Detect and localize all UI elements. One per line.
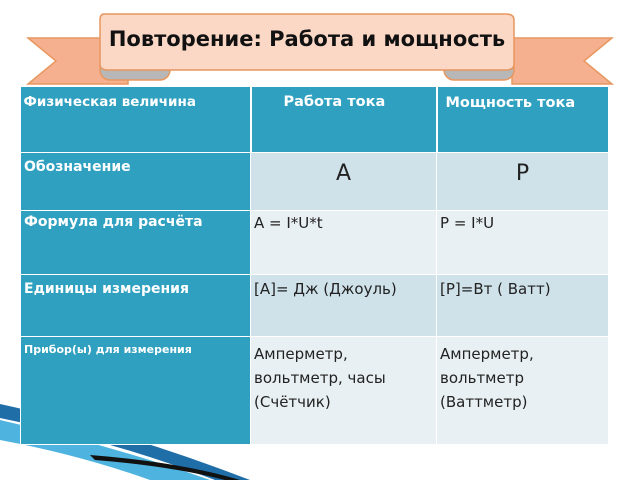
header-cell-quantity <box>21 87 251 153</box>
cell-value: [A]= Дж (Джоуль) <box>254 280 397 298</box>
table-cell <box>251 275 437 337</box>
header-cell-work <box>251 87 437 153</box>
header-cell-power <box>437 87 609 153</box>
row-label: Обозначение <box>24 159 131 175</box>
table-row <box>21 337 609 445</box>
header-label: Работа тока <box>283 94 386 110</box>
table-cell <box>437 153 609 211</box>
row-label: Единицы измерения <box>24 281 189 297</box>
table-cell <box>437 211 609 275</box>
row-label: Формула для расчёта <box>24 214 203 230</box>
table-cell <box>251 337 437 445</box>
table-cell <box>437 275 609 337</box>
page-title: Повторение: Работа и мощность <box>108 27 506 51</box>
cell-value: P <box>515 161 530 186</box>
table-row <box>21 211 609 275</box>
cell-value: P = I*U <box>440 214 495 232</box>
header-label: Физическая величина <box>23 94 196 110</box>
cell-value: Амперметр, вольтметр (Ваттметр) <box>440 345 534 411</box>
row-label-cell <box>21 153 251 211</box>
table-row <box>21 275 609 337</box>
table-cell <box>437 337 609 445</box>
table-row <box>21 153 609 211</box>
row-label: Прибор(ы) для измерения <box>24 343 192 356</box>
table-cell <box>251 153 437 211</box>
cell-value: А = I*U*t <box>254 214 323 232</box>
row-label-cell <box>21 337 251 445</box>
table-header-row <box>21 87 609 153</box>
cell-value: Амперметр, вольтметр, часы (Счётчик) <box>254 345 386 411</box>
cell-value: [P]=Вт ( Ватт) <box>440 280 551 298</box>
row-label-cell <box>21 275 251 337</box>
header-label: Мощность тока <box>445 95 576 111</box>
cell-value: А <box>335 161 352 186</box>
table-cell <box>251 211 437 275</box>
comparison-table <box>20 86 609 445</box>
row-label-cell <box>21 211 251 275</box>
